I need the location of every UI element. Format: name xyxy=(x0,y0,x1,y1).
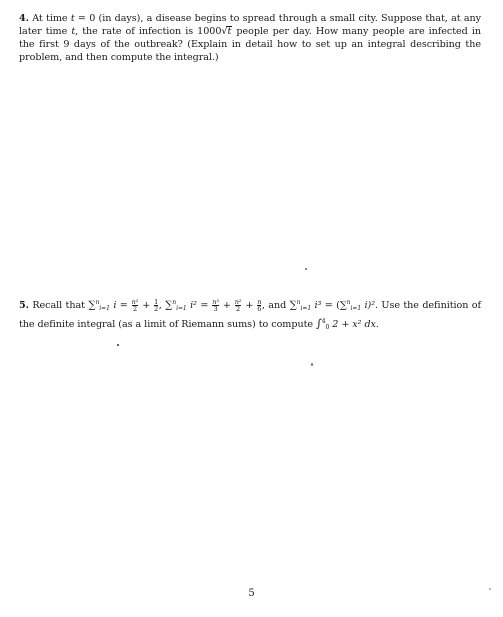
problem-5-number: 5. xyxy=(19,300,29,311)
problem-4-text-d: people per day. How many people are infected in the first 9 days of the outbreak? (Explain in detail how to set up an integral describing the problem, and then compute the integral.) xyxy=(19,26,481,63)
problem-5-text-a: Recall that xyxy=(28,300,89,311)
fraction-1-den: 2 xyxy=(132,305,138,313)
integral-lower-limit: 0 xyxy=(325,324,330,331)
problem-5: 5. Recall that ∑$^n_{i=1}$ i = $\frac{\text{n²}}{2}$ + $\frac{1}{2}$ , ∑$^n_{i=1}$ i² = $\frac{\text{n³}}{3}$ + $\frac{\text{n²}}{2}$ + $\frac{n}{6}$ , and ∑$^n_{i=1}$ i³ = (∑$^n_{i=1}$ i)². Use the definition of the definite integral (as a limit of Riemann sums) to compute ∫$^4_0$ 2 + x² dx. xyxy=(19,297,482,331)
fraction-3 xyxy=(212,299,219,313)
problem-4-var-t-later: t xyxy=(71,26,76,37)
sum-upper-limit-2: n xyxy=(172,299,177,306)
sum-lower-limit: i=1 xyxy=(99,305,110,312)
fraction-5-num: n xyxy=(257,297,262,306)
scan-speck xyxy=(311,363,313,366)
fraction-2-num: 1 xyxy=(154,297,159,306)
cube-rhs-close: i)² xyxy=(364,300,376,311)
problem-4-var-t: t xyxy=(70,13,75,24)
sqrt-radical: √ xyxy=(221,26,228,37)
fraction-2 xyxy=(154,299,158,313)
sum-variable: i xyxy=(113,300,117,311)
fraction-2-den: 2 xyxy=(154,305,159,313)
sum-symbol: ∑ xyxy=(88,300,96,311)
problem-4 xyxy=(19,12,481,64)
sum-lower-limit-2: i=1 xyxy=(176,305,187,312)
problem-4-number: 4. xyxy=(19,13,29,24)
sum-upper-limit: n xyxy=(95,299,100,306)
integral-symbol: ∫ xyxy=(316,317,322,330)
fraction-3-den: 3 xyxy=(213,305,218,313)
problem-4-text-b: = 0 (in days), a disease begins to spread through a small city. Suppose that, at any later time xyxy=(19,13,481,37)
scan-speck xyxy=(305,268,307,270)
integral-upper-limit: 4 xyxy=(321,318,326,325)
page-number: 5 xyxy=(248,588,255,599)
fraction-1 xyxy=(132,299,139,313)
sum-lower-limit-3: i=1 xyxy=(300,305,312,312)
scan-speck xyxy=(117,344,119,346)
fraction-4-num: n² xyxy=(234,297,242,306)
fraction-4-den: 2 xyxy=(236,305,241,313)
fraction-1-num: n² xyxy=(131,297,139,306)
sum-upper-limit-3: n xyxy=(296,299,301,306)
fraction-5 xyxy=(257,299,261,313)
sum-symbol-2: ∑ xyxy=(165,300,173,311)
sum-upper-limit-4: n xyxy=(346,299,351,306)
problem-4-text-a: At time xyxy=(28,13,71,24)
problem-5-text-b: . Use the definition of the definite integral (as a limit of Riemann sums) to compute xyxy=(19,300,482,330)
integrand: 2 + x² dx xyxy=(332,319,376,330)
sum-cube-variable: i³ xyxy=(314,300,322,311)
sum-lower-limit-4: i=1 xyxy=(350,305,362,312)
sum-symbol-3: ∑ xyxy=(289,300,297,311)
fraction-4 xyxy=(235,299,242,313)
and-text: , and xyxy=(261,300,290,311)
fraction-5-den: 6 xyxy=(257,305,262,313)
cube-rhs-open: (∑ xyxy=(336,300,347,311)
problem-4-text-c: , the rate of infection is 1000 xyxy=(75,26,222,37)
problem-5-text-end: . xyxy=(375,319,379,330)
sqrt-argument: t xyxy=(227,26,232,37)
fraction-3-num: n³ xyxy=(212,297,219,306)
sum-square-variable: i² xyxy=(190,300,197,311)
